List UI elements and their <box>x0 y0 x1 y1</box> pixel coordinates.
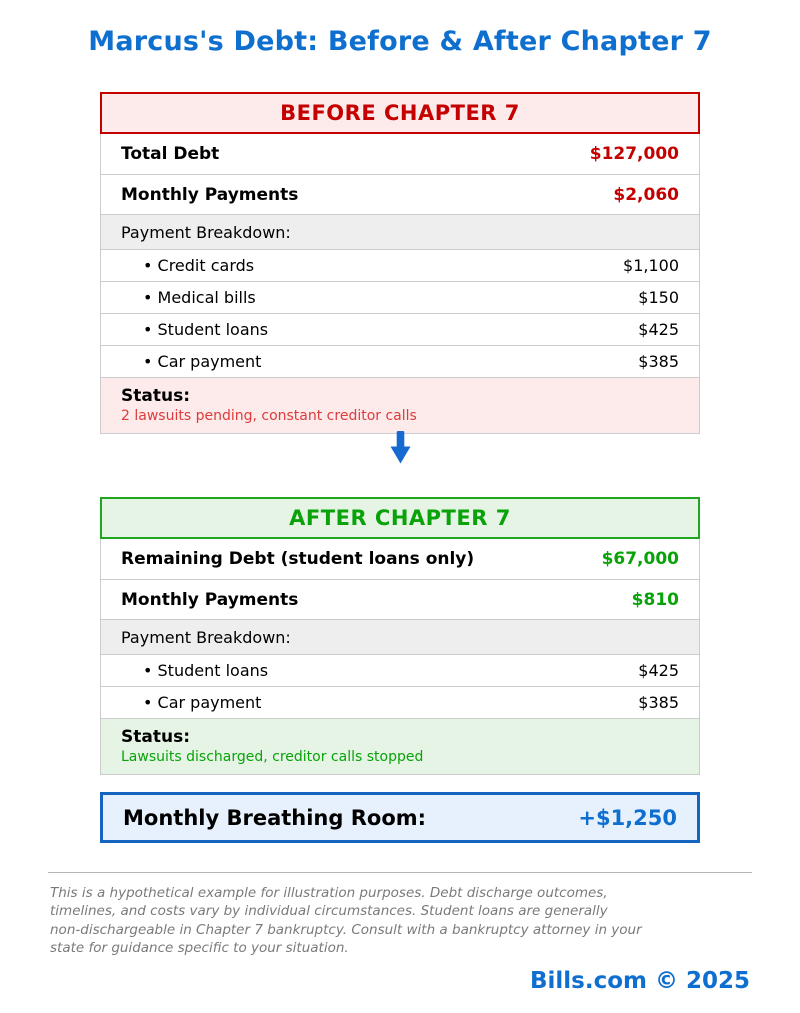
status-label: Status: <box>121 386 190 406</box>
disclaimer-text <box>50 884 690 957</box>
table-section-row <box>101 214 699 249</box>
table-row <box>101 249 699 281</box>
status-note: Lawsuits discharged, creditor calls stopped <box>121 749 424 765</box>
page-title: Marcus's Debt: Before & After Chapter 7 <box>88 26 712 57</box>
row-value: $150 <box>638 288 679 307</box>
table-row <box>101 313 699 345</box>
table-row <box>101 281 699 313</box>
row-label: Payment Breakdown: <box>121 222 291 242</box>
after-chapter7-table <box>100 497 700 775</box>
table-header-before: BEFORE CHAPTER 7 <box>100 92 700 134</box>
status-row <box>101 377 699 433</box>
row-label: Total Debt <box>121 144 220 164</box>
disclaimer-line: non-dischargeable in Chapter 7 bankruptcy. Consult with a bankruptcy attorney in your <box>50 921 642 938</box>
table-header-after: AFTER CHAPTER 7 <box>100 497 700 539</box>
row-label: Monthly Payments <box>121 589 299 610</box>
footer-divider <box>48 872 752 873</box>
breathing-room-value: +$1,250 <box>578 805 677 830</box>
row-value: $127,000 <box>589 144 679 164</box>
row-value: $1,100 <box>623 256 679 275</box>
table-row <box>101 539 699 579</box>
disclaimer-line: state for guidance specific to your situation. <box>50 939 349 956</box>
down-arrow-icon <box>390 431 411 464</box>
row-label: • Credit cards <box>143 256 255 275</box>
breathing-room-box <box>100 792 700 843</box>
row-label: Remaining Debt (student loans only) <box>121 549 475 569</box>
brand-footer: Bills.com © 2025 <box>529 968 750 994</box>
row-label: • Student loans <box>143 661 269 680</box>
status-label: Status: <box>121 727 190 747</box>
table-row <box>101 579 699 619</box>
table-body-before <box>100 134 700 434</box>
table-row <box>101 345 699 377</box>
transition-arrow <box>0 431 800 464</box>
row-value: $385 <box>638 352 679 371</box>
table-row <box>101 654 699 686</box>
table-row <box>101 134 699 174</box>
status-row <box>101 718 699 774</box>
row-label: • Car payment <box>143 693 262 712</box>
disclaimer-line: This is a hypothetical example for illustration purposes. Debt discharge outcomes, <box>50 885 608 901</box>
row-value: $810 <box>631 589 679 610</box>
table-body-after <box>100 539 700 775</box>
row-value: $67,000 <box>601 549 679 569</box>
row-value: $385 <box>638 693 679 712</box>
row-label: • Student loans <box>143 320 269 339</box>
row-value: $425 <box>638 320 679 339</box>
disclaimer-line: timelines, and costs vary by individual circumstances. Student loans are generally <box>50 903 608 920</box>
row-label: • Medical bills <box>143 288 256 307</box>
before-chapter7-table <box>100 92 700 434</box>
row-label: • Car payment <box>143 352 262 371</box>
row-label: Monthly Payments <box>121 184 299 205</box>
row-value: $2,060 <box>613 184 679 205</box>
table-row <box>101 686 699 718</box>
row-value: $425 <box>638 661 679 680</box>
table-row <box>101 174 699 214</box>
table-section-row <box>101 619 699 654</box>
breathing-room-label: Monthly Breathing Room: <box>123 805 427 830</box>
row-label: Payment Breakdown: <box>121 627 291 647</box>
status-note: 2 lawsuits pending, constant creditor calls <box>121 408 417 424</box>
